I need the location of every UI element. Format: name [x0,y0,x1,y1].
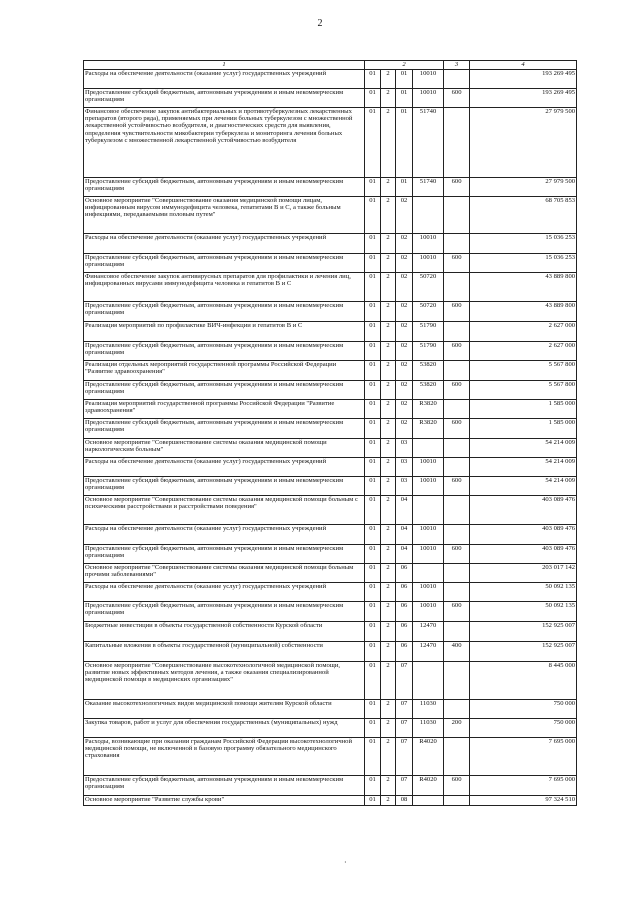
row-direction-code: 11030 [413,700,444,719]
row-measure-code: 02 [396,322,413,342]
row-measure-code: 07 [396,719,413,738]
row-program-code: 01 [365,108,381,178]
row-subprogram-code: 2 [381,234,396,254]
table-row [84,776,577,796]
row-program-code: 01 [365,583,381,602]
row-direction-code: 53820 [413,381,444,400]
row-program-code: 01 [365,738,381,776]
row-expense-type: 600 [444,254,470,273]
row-amount: 54 214 009 [470,477,577,496]
row-expense-type [444,700,470,719]
row-expense-type: 600 [444,602,470,622]
row-subprogram-code: 2 [381,776,396,796]
row-subprogram-code: 2 [381,254,396,273]
row-name: Предоставление субсидий бюджетным, автономным учреждениям и иным некоммерческим организациям [84,302,365,322]
row-program-code: 01 [365,545,381,564]
row-direction-code: R3820 [413,419,444,439]
row-direction-code: 10010 [413,254,444,273]
row-program-code: 01 [365,273,381,302]
row-measure-code: 07 [396,662,413,700]
row-amount: 5 567 800 [470,361,577,381]
table-row [84,361,577,381]
header-col-2: 2 [365,61,444,70]
row-direction-code [413,496,444,525]
row-subprogram-code: 2 [381,525,396,545]
row-measure-code: 01 [396,70,413,89]
row-program-code: 01 [365,342,381,361]
row-amount: 193 269 495 [470,89,577,108]
table-row [84,719,577,738]
row-measure-code: 02 [396,381,413,400]
row-program-code: 01 [365,477,381,496]
row-expense-type [444,496,470,525]
row-subprogram-code: 2 [381,662,396,700]
row-measure-code: 02 [396,342,413,361]
row-name: Реализация мероприятий государственной программы Российской Федерации "Развитие здравоохранения" [84,400,365,419]
row-amount: 15 036 253 [470,254,577,273]
row-expense-type: 200 [444,719,470,738]
row-amount: 27 979 500 [470,108,577,178]
row-subprogram-code: 2 [381,89,396,108]
row-expense-type [444,70,470,89]
row-name: Предоставление субсидий бюджетным, автономным учреждениям и иным некоммерческим организациям [84,178,365,197]
table-row [84,400,577,419]
row-program-code: 01 [365,322,381,342]
row-name: Основное мероприятие "Развитие службы крови" [84,796,365,806]
row-amount: 54 214 009 [470,458,577,477]
row-expense-type [444,662,470,700]
row-program-code: 01 [365,361,381,381]
row-measure-code: 02 [396,419,413,439]
row-direction-code: 53820 [413,361,444,381]
row-amount: 8 445 000 [470,662,577,700]
row-program-code: 01 [365,525,381,545]
row-expense-type [444,738,470,776]
row-measure-code: 01 [396,178,413,197]
row-direction-code [413,564,444,583]
row-expense-type [444,197,470,234]
row-name: Основное мероприятие "Совершенствование системы оказания медицинской помощи больным прочими заболеваниями" [84,564,365,583]
row-name: Расходы на обеспечение деятельности (оказание услуг) государственных учреждений [84,525,365,545]
row-name: Предоставление субсидий бюджетным, автономным учреждениям и иным некоммерческим организациям [84,776,365,796]
row-measure-code: 07 [396,700,413,719]
row-subprogram-code: 2 [381,564,396,583]
row-direction-code: 10010 [413,545,444,564]
row-program-code: 01 [365,622,381,642]
row-expense-type [444,564,470,583]
row-measure-code: 06 [396,622,413,642]
row-measure-code: 02 [396,254,413,273]
table-row [84,381,577,400]
row-expense-type: 600 [444,89,470,108]
table-row [84,583,577,602]
row-amount: 152 925 007 [470,622,577,642]
row-name: Основное мероприятие "Совершенствование оказания медицинской помощи лицам, инфицированным вирусом иммунодефицита человека, гепатитами В и С, а также больным инфекциями, передаваемыми половым путем" [84,197,365,234]
row-measure-code: 07 [396,776,413,796]
row-program-code: 01 [365,662,381,700]
row-amount: 43 889 800 [470,302,577,322]
row-program-code: 01 [365,381,381,400]
row-name: Расходы на обеспечение деятельности (оказание услуг) государственных учреждений [84,234,365,254]
row-amount: 27 979 500 [470,178,577,197]
table-row [84,700,577,719]
row-expense-type: 600 [444,178,470,197]
row-expense-type [444,322,470,342]
row-subprogram-code: 2 [381,477,396,496]
row-direction-code: 50720 [413,273,444,302]
row-subprogram-code: 2 [381,400,396,419]
row-measure-code: 01 [396,108,413,178]
row-direction-code: 51740 [413,178,444,197]
row-program-code: 01 [365,458,381,477]
table-row [84,89,577,108]
row-amount: 1 585 000 [470,419,577,439]
row-program-code: 01 [365,796,381,806]
row-direction-code: 12470 [413,622,444,642]
row-expense-type: 600 [444,381,470,400]
row-amount: 50 092 135 [470,602,577,622]
row-expense-type: 600 [444,419,470,439]
row-measure-code: 02 [396,400,413,419]
row-expense-type [444,400,470,419]
row-program-code: 01 [365,642,381,662]
row-direction-code [413,662,444,700]
row-expense-type [444,796,470,806]
row-subprogram-code: 2 [381,361,396,381]
row-program-code: 01 [365,254,381,273]
table-row [84,796,577,806]
row-direction-code: 10010 [413,70,444,89]
row-name: Расходы на обеспечение деятельности (оказание услуг) государственных учреждений [84,458,365,477]
row-direction-code: 11030 [413,719,444,738]
row-name: Реализация отдельных мероприятий государственной программы Российской Федерации "Развитие здравоохранения" [84,361,365,381]
row-expense-type [444,525,470,545]
row-amount: 7 695 000 [470,738,577,776]
row-direction-code: 51740 [413,108,444,178]
row-direction-code: 10010 [413,602,444,622]
table-row [84,302,577,322]
header-col-4: 4 [470,61,577,70]
row-measure-code: 02 [396,234,413,254]
row-name: Бюджетные инвестиции в объекты государственной собственности Курской области [84,622,365,642]
table-row [84,197,577,234]
row-expense-type: 600 [444,302,470,322]
row-amount: 15 036 253 [470,234,577,254]
row-expense-type: 600 [444,545,470,564]
row-amount: 403 089 476 [470,545,577,564]
row-direction-code: R3820 [413,400,444,419]
row-expense-type [444,108,470,178]
row-measure-code: 04 [396,496,413,525]
table-row [84,545,577,564]
row-subprogram-code: 2 [381,602,396,622]
row-measure-code: 04 [396,545,413,564]
row-name: Предоставление субсидий бюджетным, автономным учреждениям и иным некоммерческим организациям [84,419,365,439]
row-expense-type [444,361,470,381]
row-subprogram-code: 2 [381,273,396,302]
row-amount: 750 000 [470,700,577,719]
row-amount: 50 092 135 [470,583,577,602]
row-expense-type: 600 [444,342,470,361]
table-row [84,419,577,439]
row-expense-type [444,234,470,254]
row-subprogram-code: 2 [381,322,396,342]
row-subprogram-code: 2 [381,70,396,89]
row-name: Предоставление субсидий бюджетным, автономным учреждениям и иным некоммерческим организациям [84,545,365,564]
row-program-code: 01 [365,400,381,419]
row-name: Предоставление субсидий бюджетным, автономным учреждениям и иным некоммерческим организациям [84,342,365,361]
row-program-code: 01 [365,439,381,458]
row-subprogram-code: 2 [381,108,396,178]
row-direction-code [413,197,444,234]
table-row [84,525,577,545]
table-row [84,622,577,642]
table-row [84,273,577,302]
row-subprogram-code: 2 [381,642,396,662]
table-row [84,477,577,496]
row-program-code: 01 [365,70,381,89]
row-subprogram-code: 2 [381,738,396,776]
row-amount: 7 695 000 [470,776,577,796]
row-amount: 203 017 142 [470,564,577,583]
row-program-code: 01 [365,89,381,108]
row-measure-code: 02 [396,197,413,234]
row-amount: 750 000 [470,719,577,738]
row-name: Основное мероприятие "Совершенствование системы оказания медицинской помощи наркологическим больным" [84,439,365,458]
row-amount: 43 889 800 [470,273,577,302]
row-direction-code: 50720 [413,302,444,322]
row-expense-type [444,622,470,642]
row-direction-code: R4020 [413,776,444,796]
row-subprogram-code: 2 [381,622,396,642]
row-subprogram-code: 2 [381,302,396,322]
table-row [84,70,577,89]
row-amount: 403 089 476 [470,496,577,525]
row-program-code: 01 [365,564,381,583]
row-name: Расходы на обеспечение деятельности (оказание услуг) государственных учреждений [84,70,365,89]
row-direction-code: 51790 [413,322,444,342]
row-expense-type [444,273,470,302]
row-direction-code: 10010 [413,458,444,477]
row-subprogram-code: 2 [381,583,396,602]
row-program-code: 01 [365,776,381,796]
table-row [84,662,577,700]
row-expense-type [444,439,470,458]
table-row [84,108,577,178]
table-row [84,602,577,622]
row-amount: 97 324 510 [470,796,577,806]
table-row [84,234,577,254]
row-amount: 193 269 495 [470,70,577,89]
row-program-code: 01 [365,419,381,439]
row-name: Предоставление субсидий бюджетным, автономным учреждениям и иным некоммерческим организациям [84,477,365,496]
row-subprogram-code: 2 [381,381,396,400]
row-amount: 1 585 000 [470,400,577,419]
row-direction-code: 10010 [413,525,444,545]
row-program-code: 01 [365,197,381,234]
row-program-code: 01 [365,496,381,525]
row-measure-code: 03 [396,439,413,458]
row-measure-code: 02 [396,302,413,322]
budget-table [83,60,577,806]
row-program-code: 01 [365,700,381,719]
page-number: 2 [317,18,323,29]
row-expense-type [444,458,470,477]
row-program-code: 01 [365,719,381,738]
row-name: Расходы на обеспечение деятельности (оказание услуг) государственных учреждений [84,583,365,602]
row-subprogram-code: 2 [381,796,396,806]
row-name: Финансовое обеспечение закупок антивирусных препаратов для профилактики и лечения лиц, инфицированных вирусами иммунодефицита человека и гепатитов В и С [84,273,365,302]
row-direction-code [413,439,444,458]
row-program-code: 01 [365,302,381,322]
table-row [84,458,577,477]
row-name: Оказание высокотехнологичных видов медицинской помощи жителям Курской области [84,700,365,719]
row-measure-code: 02 [396,273,413,302]
row-name: Основное мероприятие "Совершенствование высокотехнологичной медицинской помощи, развитие новых эффективных методов лечения, а также оказания специализированной медицинской помощи в медицинских организациях" [84,662,365,700]
row-direction-code: 10010 [413,234,444,254]
row-name: Предоставление субсидий бюджетным, автономным учреждениям и иным некоммерческим организациям [84,602,365,622]
table-row [84,322,577,342]
table-row [84,254,577,273]
row-name: Капитальные вложения в объекты государственной (муниципальной) собственности [84,642,365,662]
row-measure-code: 06 [396,642,413,662]
row-amount: 2 627 000 [470,342,577,361]
row-direction-code: 10010 [413,583,444,602]
row-measure-code: 07 [396,738,413,776]
row-subprogram-code: 2 [381,719,396,738]
row-subprogram-code: 2 [381,342,396,361]
row-direction-code [413,796,444,806]
row-amount: 54 214 009 [470,439,577,458]
header-col-1: 1 [84,61,365,70]
row-program-code: 01 [365,602,381,622]
row-direction-code: 10010 [413,477,444,496]
row-name: Реализация мероприятий по профилактике ВИЧ-инфекции и гепатитов В и С [84,322,365,342]
row-amount: 68 705 853 [470,197,577,234]
table-row [84,496,577,525]
row-subprogram-code: 2 [381,197,396,234]
row-subprogram-code: 2 [381,700,396,719]
row-direction-code: 12470 [413,642,444,662]
row-subprogram-code: 2 [381,439,396,458]
row-measure-code: 03 [396,458,413,477]
row-direction-code: R4020 [413,738,444,776]
row-amount: 403 089 476 [470,525,577,545]
row-subprogram-code: 2 [381,458,396,477]
row-name: Финансовое обеспечение закупок антибактериальных и противотуберкулезных лекарственных препаратов (второго ряда), применяемых при лечении больных туберкулезом с множественной лекарственной устойчивостью возбудителя, и диагностических средств для выявления, определения чувствительности микобактерии туберкулеза и мониторинга лечения больных туберкулезом с множественной лекарственной устойчивостью возбудителя [84,108,365,178]
row-name: Предоставление субсидий бюджетным, автономным учреждениям и иным некоммерческим организациям [84,254,365,273]
row-subprogram-code: 2 [381,496,396,525]
row-direction-code: 51790 [413,342,444,361]
row-expense-type [444,583,470,602]
table-row [84,439,577,458]
row-program-code: 01 [365,178,381,197]
row-amount: 2 627 000 [470,322,577,342]
row-subprogram-code: 2 [381,545,396,564]
row-measure-code: 03 [396,477,413,496]
row-amount: 5 567 800 [470,381,577,400]
table-header-row [84,61,577,70]
table-row [84,178,577,197]
row-name: Расходы, возникающие при оказании гражданам Российской Федерации высокотехнологичной медицинской помощи, не включенной в базовую программу обязательного медицинского страхования [84,738,365,776]
row-measure-code: 08 [396,796,413,806]
row-amount: 152 925 007 [470,642,577,662]
table-row [84,738,577,776]
row-measure-code: 06 [396,564,413,583]
row-expense-type: 600 [444,477,470,496]
row-measure-code: 06 [396,602,413,622]
row-program-code: 01 [365,234,381,254]
row-measure-code: 01 [396,89,413,108]
row-name: Закупка товаров, работ и услуг для обеспечения государственных (муниципальных) нужд [84,719,365,738]
row-name: Предоставление субсидий бюджетным, автономным учреждениям и иным некоммерческим организациям [84,89,365,108]
row-name: Основное мероприятие "Совершенствование системы оказания медицинской помощи больным с психическими расстройствами и расстройствами поведения" [84,496,365,525]
table-row [84,342,577,361]
table-row [84,564,577,583]
row-expense-type: 400 [444,642,470,662]
row-expense-type: 600 [444,776,470,796]
stray-mark: · [344,858,347,867]
row-measure-code: 02 [396,361,413,381]
header-col-3: 3 [444,61,470,70]
table-row [84,642,577,662]
row-subprogram-code: 2 [381,419,396,439]
row-measure-code: 06 [396,583,413,602]
row-measure-code: 04 [396,525,413,545]
row-subprogram-code: 2 [381,178,396,197]
row-direction-code: 10010 [413,89,444,108]
row-name: Предоставление субсидий бюджетным, автономным учреждениям и иным некоммерческим организациям [84,381,365,400]
